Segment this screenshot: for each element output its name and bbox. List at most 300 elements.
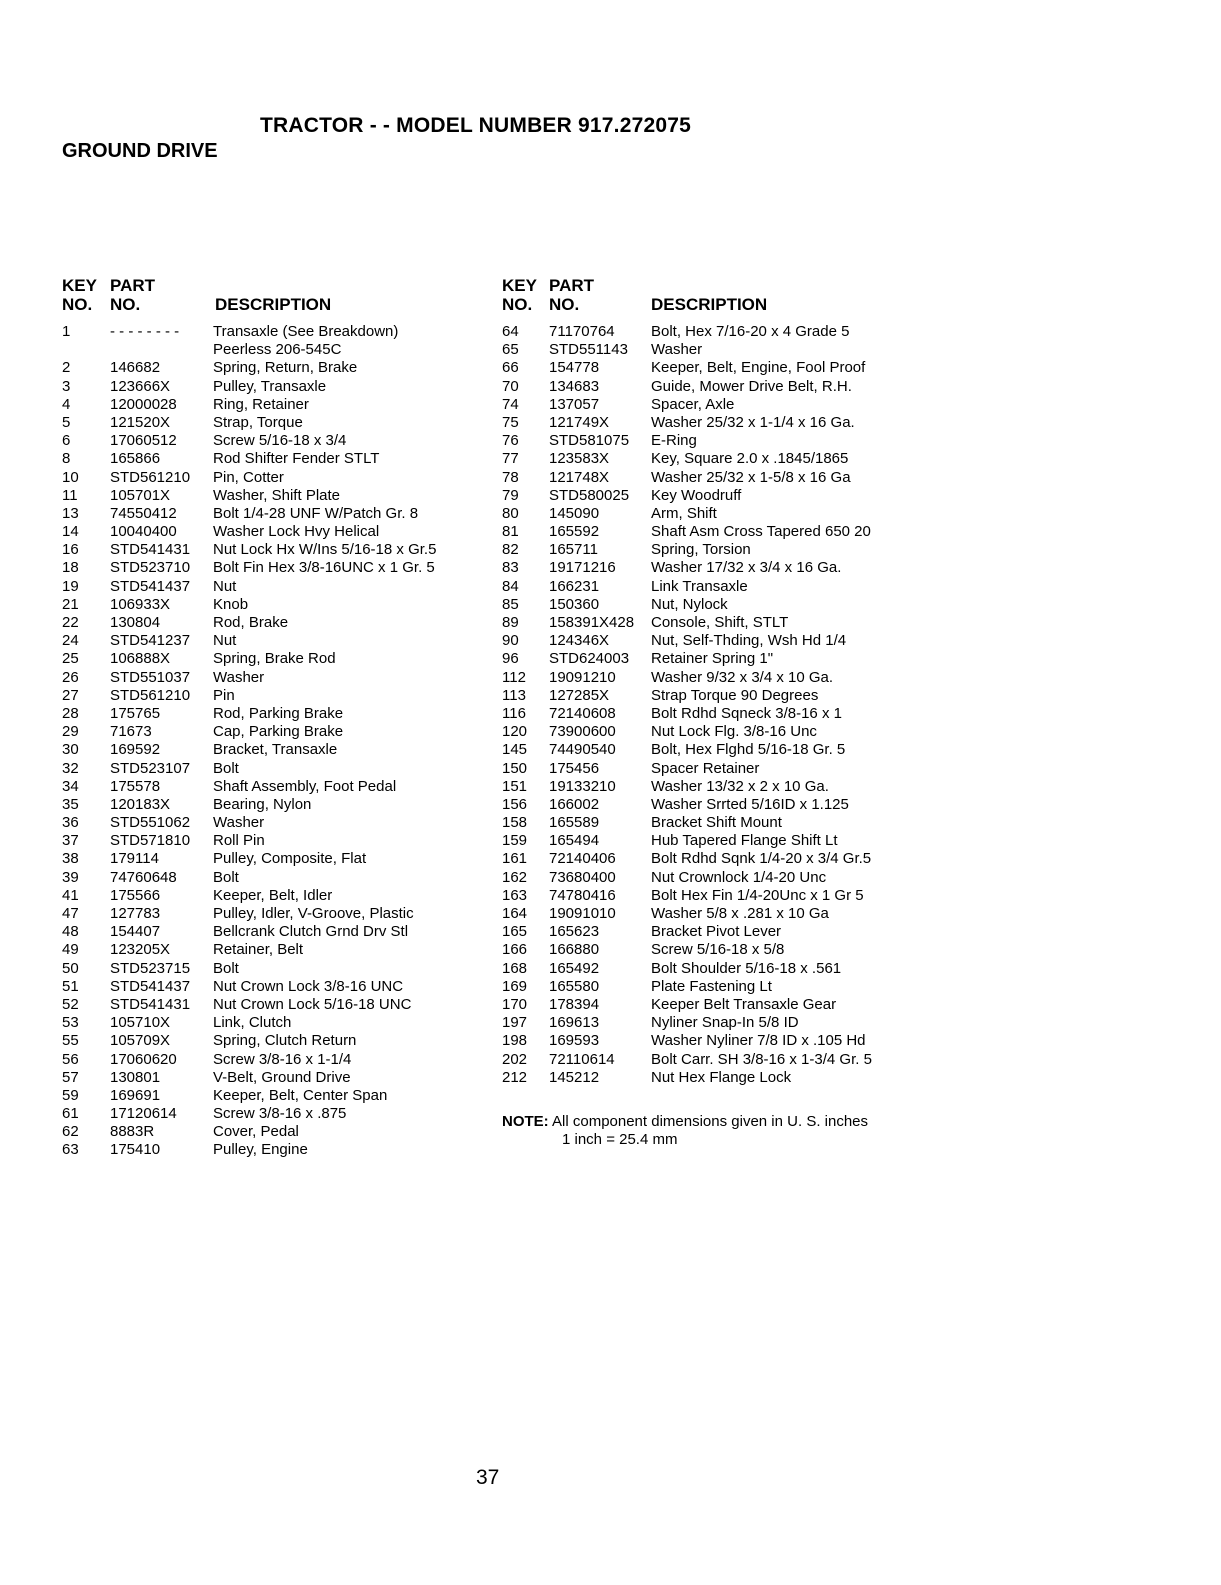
key-number: 116 (502, 704, 526, 722)
key-number: 156 (502, 795, 528, 813)
table-row (502, 850, 922, 868)
part-number: STD551143 (549, 341, 628, 359)
note-label: NOTE: (502, 1113, 549, 1130)
description-line: Strap, Torque (213, 413, 303, 431)
key-number: 57 (62, 1068, 79, 1086)
table-row (62, 1032, 482, 1050)
table-row (62, 414, 482, 432)
description-line: Washer 5/8 x .281 x 10 Ga (651, 905, 829, 922)
table-row (62, 778, 482, 796)
table-row (62, 359, 482, 377)
table-row (502, 905, 922, 923)
part-number: STD551037 (110, 668, 191, 686)
part-description (651, 978, 772, 996)
description-line: Screw 5/16-18 x 3/4 (213, 432, 347, 450)
description-line: Peerless 206-545C (213, 341, 342, 358)
table-row (502, 378, 922, 396)
table-row (502, 669, 922, 687)
part-number: STD541437 (110, 577, 191, 595)
key-number: 50 (62, 959, 79, 977)
part-number: 19171216 (549, 559, 616, 577)
description-line: Nut Crown Lock 5/16-18 UNC (213, 995, 412, 1013)
part-number: 166231 (549, 577, 600, 595)
table-row (502, 341, 922, 359)
part-number: 72140608 (549, 704, 616, 722)
part-description (213, 1032, 356, 1050)
part-description (651, 341, 702, 359)
table-row (62, 760, 482, 778)
description-line: Washer, Shift Plate (213, 486, 341, 504)
part-description (213, 432, 346, 450)
key-number: 28 (62, 704, 79, 722)
key-number: 84 (502, 577, 519, 595)
part-description (213, 1014, 291, 1032)
key-number: 113 (502, 686, 526, 704)
key-number: 82 (502, 541, 519, 559)
key-number: 13 (62, 504, 79, 522)
description-line: Nyliner Snap-In 5/8 ID (651, 1014, 799, 1032)
key-number: 159 (502, 832, 528, 850)
part-number: STD541237 (110, 632, 191, 650)
part-description (213, 632, 236, 650)
key-number: 11 (62, 486, 78, 504)
part-description (651, 741, 845, 759)
part-number: 124346X (549, 632, 610, 650)
part-description (651, 723, 817, 741)
part-number: 74760648 (110, 868, 177, 886)
description-line: Bolt, Hex Flghd 5/16-18 Gr. 5 (651, 741, 846, 759)
description-line: Nut (213, 632, 237, 650)
part-number: STD561210 (110, 686, 191, 704)
key-number: 77 (502, 450, 519, 468)
table-row (62, 396, 482, 414)
table-row (62, 450, 482, 468)
description-line: Roll Pin (213, 832, 265, 850)
part-number: 121749X (549, 413, 610, 431)
part-number: STD523107 (110, 759, 191, 777)
part-number: 165711 (549, 541, 598, 559)
description-line: Guide, Mower Drive Belt, R.H. (651, 377, 852, 395)
part-description (213, 596, 248, 614)
key-number: 63 (62, 1141, 79, 1159)
part-description (213, 578, 236, 596)
header-key-line1: KEY (502, 276, 537, 295)
part-number: 123666X (110, 377, 171, 395)
description-line: Bolt (213, 868, 239, 886)
key-number: 161 (502, 850, 528, 868)
key-number: 22 (62, 614, 79, 632)
key-number: 10 (62, 468, 79, 486)
part-description (651, 614, 788, 632)
description-line: Washer (213, 668, 265, 686)
description-line: Rod Shifter Fender STLT (213, 450, 380, 468)
description-line: Nut Hex Flange Lock (651, 1068, 792, 1086)
header-part-line2: NO. (549, 295, 580, 314)
table-row (62, 978, 482, 996)
key-number: 26 (62, 668, 79, 686)
part-description (651, 632, 846, 650)
part-description (651, 414, 855, 432)
description-line: Bolt 1/4-28 UNF W/Patch Gr. 8 (213, 504, 419, 522)
key-number: 35 (62, 795, 79, 813)
table-row (502, 523, 922, 541)
part-description (651, 705, 842, 723)
table-row (62, 996, 482, 1014)
key-number: 48 (62, 923, 79, 941)
table-row (62, 469, 482, 487)
key-number: 27 (62, 686, 79, 704)
key-number: 165 (502, 923, 528, 941)
part-number: STD624003 (549, 650, 630, 668)
part-description (213, 414, 303, 432)
key-number: 16 (62, 541, 79, 559)
key-number: 151 (502, 777, 528, 795)
part-number: 106933X (110, 595, 171, 613)
description-line: Knob (213, 595, 249, 613)
part-number: 72140406 (549, 850, 616, 868)
key-number: 198 (502, 1032, 528, 1050)
part-number: 106888X (110, 650, 171, 668)
part-description (213, 869, 239, 887)
table-row (502, 632, 922, 650)
table-row (502, 1014, 922, 1032)
description-line: Washer (213, 814, 265, 832)
description-line: Bolt Carr. SH 3/8-16 x 1-3/4 Gr. 5 (651, 1050, 872, 1068)
description-line: Washer (651, 341, 703, 359)
description-line: Bracket Shift Mount (651, 814, 782, 832)
key-number: 14 (62, 523, 79, 541)
table-row (62, 541, 482, 559)
key-number: 202 (502, 1050, 528, 1068)
part-number: 165492 (549, 959, 600, 977)
table-row (62, 596, 482, 614)
key-number: 163 (502, 886, 528, 904)
part-description (213, 923, 408, 941)
part-number: 19091210 (549, 668, 616, 686)
part-number: 150360 (549, 595, 600, 613)
key-number: 3 (62, 377, 71, 395)
table-row (502, 487, 922, 505)
part-number: 19133210 (549, 777, 616, 795)
table-row (62, 723, 482, 741)
key-number: 164 (502, 905, 528, 922)
part-description (213, 887, 332, 905)
key-number: 83 (502, 559, 519, 577)
description-line: Hub Tapered Flange Shift Lt (651, 832, 838, 850)
part-description (213, 960, 239, 978)
table-row (502, 705, 922, 723)
part-description (651, 669, 833, 687)
key-number: 39 (62, 868, 79, 886)
part-description (651, 432, 697, 450)
description-line: Keeper Belt Transaxle Gear (651, 995, 837, 1013)
table-row (502, 1069, 922, 1087)
table-row (502, 887, 922, 905)
table-row (502, 432, 922, 450)
table-row (62, 796, 482, 814)
note-line1: All component dimensions given in U. S. inches (552, 1113, 869, 1130)
part-number: 169613 (549, 1014, 600, 1032)
part-number: 123583X (549, 450, 610, 468)
part-number: 72110614 (549, 1050, 615, 1068)
table-row (502, 541, 922, 559)
table-header (62, 276, 482, 320)
table-row (502, 559, 922, 577)
description-line: Link Transaxle (651, 577, 748, 595)
header-part-line1: PART (110, 276, 156, 295)
description-line: Bracket, Transaxle (213, 741, 338, 759)
key-number: 32 (62, 759, 79, 777)
part-number: 165866 (110, 450, 161, 468)
part-number: 8883R (110, 1123, 155, 1141)
part-number: 74550412 (110, 504, 177, 522)
part-description (651, 778, 829, 796)
part-number: 130804 (110, 614, 161, 632)
description-line: Screw 3/8-16 x 1-1/4 (213, 1050, 352, 1068)
part-description (213, 941, 303, 959)
key-number: 29 (62, 723, 79, 741)
parts-table-left (62, 276, 482, 1160)
part-description (213, 814, 264, 832)
description-line: Keeper, Belt, Engine, Fool Proof (651, 359, 866, 377)
key-number: 6 (62, 432, 71, 450)
part-description (213, 1123, 299, 1141)
key-number: 66 (502, 359, 519, 377)
part-number: 158391X428 (549, 614, 635, 631)
description-line: Pulley, Composite, Flat (213, 850, 367, 868)
part-number: 145212 (549, 1068, 600, 1086)
part-description (651, 378, 852, 396)
description-line: Nut (213, 577, 237, 595)
part-number: STD523710 (110, 559, 191, 577)
part-number: STD541431 (110, 541, 191, 559)
description-line: Retainer Spring 1" (651, 650, 774, 668)
description-line: Screw 5/16-18 x 5/8 (651, 941, 785, 959)
table-row (62, 632, 482, 650)
table-row (502, 832, 922, 850)
part-number: STD541437 (110, 977, 191, 995)
key-number: 53 (62, 1014, 79, 1032)
part-description (213, 650, 336, 668)
part-description (213, 559, 435, 577)
header-description: DESCRIPTION (215, 295, 332, 314)
table-row (502, 650, 922, 668)
part-description (213, 487, 340, 505)
key-number: 47 (62, 905, 79, 923)
key-number: 59 (62, 1086, 79, 1104)
description-line: Bolt (213, 759, 239, 777)
key-number: 37 (62, 832, 79, 850)
table-row (62, 1105, 482, 1123)
table-row (62, 378, 482, 396)
table-row (62, 505, 482, 523)
key-number: 80 (502, 504, 519, 522)
part-number: 165589 (549, 814, 600, 832)
description-line: Spring, Clutch Return (213, 1032, 357, 1050)
part-description (213, 741, 337, 759)
part-description (213, 778, 396, 796)
part-number: 134683 (549, 377, 600, 395)
parts-table-right (502, 276, 922, 1087)
part-number: 10040400 (110, 523, 177, 541)
key-number: 5 (62, 413, 71, 431)
part-description (213, 450, 379, 468)
key-number: 75 (502, 413, 519, 431)
table-row (502, 778, 922, 796)
part-description (651, 796, 849, 814)
table-row (502, 450, 922, 468)
part-description (651, 541, 751, 559)
part-number: 169592 (110, 741, 161, 759)
description-line: Spring, Torsion (651, 541, 751, 559)
key-number: 85 (502, 595, 519, 613)
key-number: 18 (62, 559, 79, 577)
table-row (62, 1014, 482, 1032)
description-line: Pulley, Engine (213, 1141, 308, 1159)
key-number: 1 (62, 323, 71, 340)
part-description (651, 850, 871, 868)
table-row (502, 796, 922, 814)
part-number: - - - - - - - - (110, 323, 180, 340)
part-description (651, 941, 784, 959)
part-number: 120183X (110, 795, 171, 813)
table-row (62, 487, 482, 505)
table-row (62, 923, 482, 941)
description-line: Pulley, Transaxle (213, 377, 327, 395)
part-number: 105710X (110, 1014, 171, 1032)
description-line: Washer 13/32 x 2 x 10 Ga. (651, 777, 829, 795)
table-rows (62, 323, 482, 1160)
key-number: 19 (62, 577, 79, 595)
part-number: STD581075 (549, 432, 630, 450)
description-line: Pin (213, 686, 235, 704)
description-line: Ring, Retainer (213, 395, 309, 413)
table-row (62, 941, 482, 959)
key-number: 34 (62, 777, 79, 795)
table-row (62, 687, 482, 705)
key-number: 55 (62, 1032, 79, 1050)
description-line: Keeper, Belt, Idler (213, 886, 333, 904)
part-description (213, 505, 418, 523)
part-description (651, 687, 818, 705)
part-number: 19091010 (549, 905, 616, 922)
part-number: 17120614 (110, 1105, 177, 1123)
key-number: 168 (502, 959, 528, 977)
header-key-line2: NO. (502, 295, 533, 314)
part-description (213, 1069, 351, 1087)
part-description (651, 650, 773, 668)
part-number: STD551062 (110, 814, 191, 832)
description-line: Pin, Cotter (213, 468, 284, 486)
key-number: 41 (62, 886, 79, 904)
table-row (62, 1123, 482, 1141)
part-description (213, 760, 239, 778)
table-row (62, 850, 482, 868)
description-line: Bearing, Nylon (213, 795, 312, 813)
description-line: Key Woodruff (651, 486, 742, 504)
description-line: Bolt (213, 959, 239, 977)
header-part-line1: PART (549, 276, 595, 295)
table-row (502, 687, 922, 705)
page-number: 37 (476, 1466, 500, 1489)
description-line: Key, Square 2.0 x .1845/1865 (651, 450, 849, 468)
part-number: STD523715 (110, 959, 191, 977)
table-row (62, 832, 482, 850)
part-number: 166880 (549, 941, 600, 959)
key-number: 96 (502, 650, 519, 668)
description-line: Cover, Pedal (213, 1123, 299, 1141)
description-line: Bolt Hex Fin 1/4-20Unc x 1 Gr 5 (651, 886, 864, 904)
description-line: Link, Clutch (213, 1014, 292, 1032)
description-line: Nut Lock Flg. 3/8-16 Unc (651, 723, 817, 741)
description-line: Transaxle (See Breakdown) (213, 323, 399, 340)
table-row (502, 1051, 922, 1069)
description-line: Shaft Assembly, Foot Pedal (213, 777, 397, 795)
table-row (62, 814, 482, 832)
table-row (62, 669, 482, 687)
description-line: Bellcrank Clutch Grnd Drv Stl (213, 923, 409, 941)
key-number: 197 (502, 1014, 528, 1032)
part-description (213, 1051, 351, 1069)
part-number: 178394 (549, 995, 600, 1013)
key-number: 4 (62, 395, 71, 413)
table-row (62, 1141, 482, 1159)
part-description (651, 814, 782, 832)
part-number: 137057 (549, 395, 600, 413)
table-row (502, 1032, 922, 1050)
part-description (651, 887, 864, 905)
part-description (213, 687, 235, 705)
key-number: 24 (62, 632, 79, 650)
description-line: Bolt Shoulder 5/16-18 x .561 (651, 959, 842, 977)
part-number: 165592 (549, 523, 600, 541)
part-description (213, 796, 311, 814)
part-number: 105709X (110, 1032, 171, 1050)
key-number: 30 (62, 741, 79, 759)
table-row (502, 814, 922, 832)
description-line: Bolt, Hex 7/16-20 x 4 Grade 5 (651, 323, 850, 340)
key-number: 170 (502, 995, 528, 1013)
key-number: 74 (502, 395, 519, 413)
key-number: 65 (502, 341, 519, 359)
part-number: 127783 (110, 905, 161, 923)
part-description (651, 1069, 791, 1087)
part-number: STD571810 (110, 832, 191, 850)
part-description (213, 1141, 308, 1159)
table-header (502, 276, 922, 320)
description-line: Washer 9/32 x 3/4 x 10 Ga. (651, 668, 834, 686)
part-number: 130801 (110, 1068, 161, 1086)
part-description (651, 487, 741, 505)
part-number: 105701X (110, 486, 171, 504)
table-row (502, 323, 922, 341)
table-row (62, 432, 482, 450)
table-row (502, 469, 922, 487)
table-row (62, 960, 482, 978)
description-line: Bolt Rdhd Sqneck 3/8-16 x 1 (651, 704, 842, 722)
key-number: 21 (62, 595, 79, 613)
table-row (62, 614, 482, 632)
description-line: E-Ring (651, 432, 697, 450)
part-description (651, 450, 848, 468)
part-description (651, 905, 829, 923)
key-number: 70 (502, 377, 519, 395)
key-number: 90 (502, 632, 519, 650)
description-line: Nut, Nylock (651, 595, 728, 613)
part-number: 154407 (110, 923, 161, 941)
description-line: Console, Shift, STLT (651, 614, 789, 631)
part-number: 179114 (110, 850, 159, 868)
